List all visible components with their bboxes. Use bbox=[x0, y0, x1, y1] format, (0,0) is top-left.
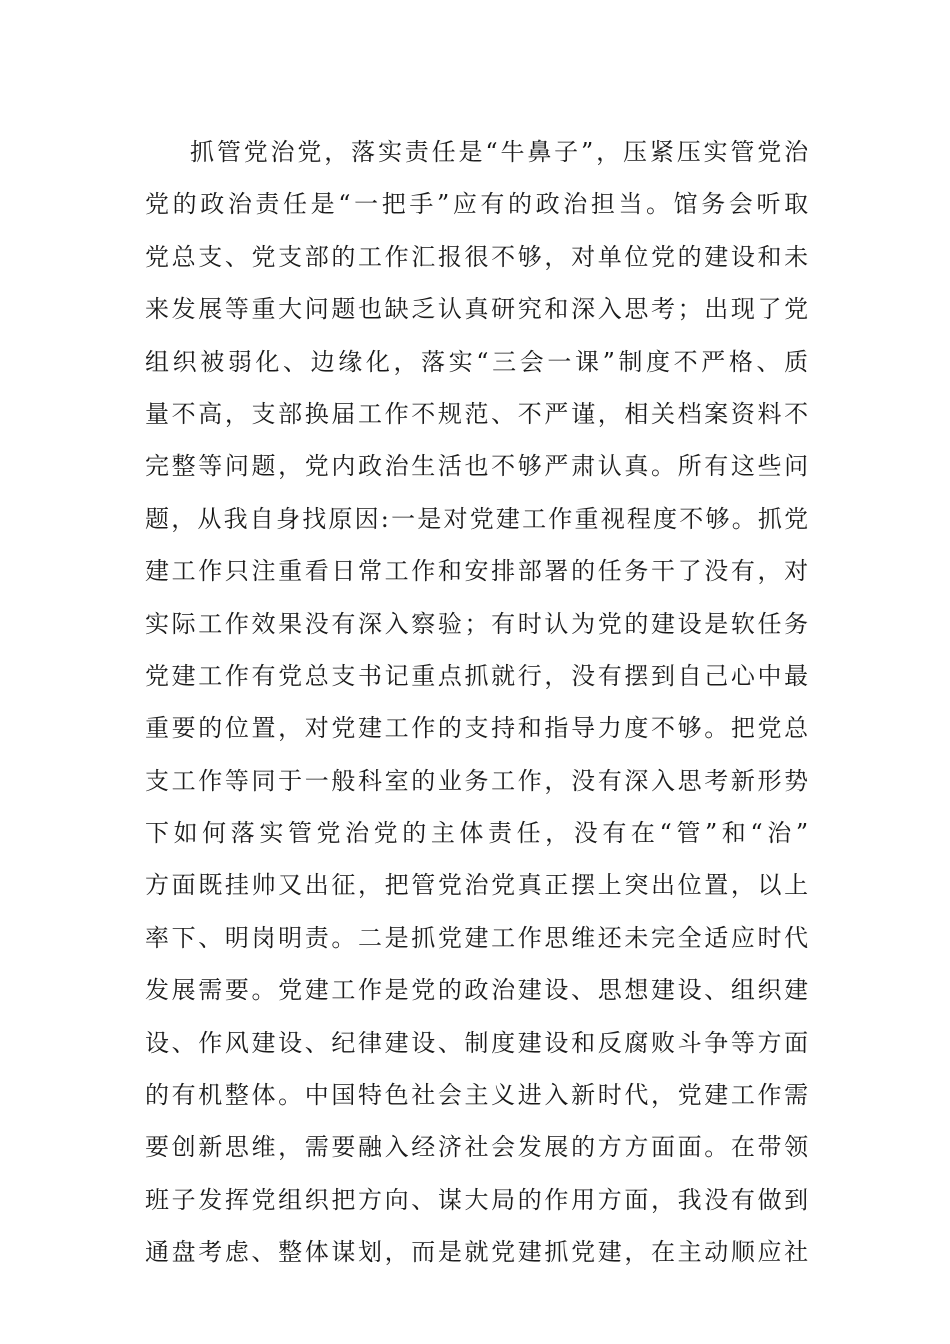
text-line: 设、作风建设、纪律建设、制度建设和反腐败斗争等方面 bbox=[145, 1028, 809, 1057]
text-line: 完整等问题，党内政治生活也不够严肃认真。所有这些问 bbox=[145, 452, 809, 481]
text-line: 来发展等重大问题也缺乏认真研究和深入思考；出现了党 bbox=[145, 295, 809, 324]
text-line: 抓管党治党，落实责任是“牛鼻子”，压紧压实管党治 bbox=[190, 138, 809, 166]
text-line: 建工作只注重看日常工作和安排部署的任务干了没有，对 bbox=[145, 557, 809, 586]
text-line: 题，从我自身找原因:一是对党建工作重视程度不够。抓党 bbox=[145, 504, 809, 533]
text-line: 量不高，支部换届工作不规范、不严谨，相关档案资料不 bbox=[145, 399, 809, 428]
text-line: 实际工作效果没有深入察验；有时认为党的建设是软任务 bbox=[145, 609, 809, 638]
text-line: 支工作等同于一般科室的业务工作，没有深入思考新形势 bbox=[145, 766, 809, 795]
text-line: 党的政治责任是“一把手”应有的政治担当。馆务会听取 bbox=[145, 190, 809, 219]
text-line: 组织被弱化、边缘化，落实“三会一课”制度不严格、质 bbox=[145, 347, 809, 376]
body-paragraph bbox=[145, 126, 809, 1279]
text-line: 通盘考虑、整体谋划，而是就党建抓党建，在主动顺应社 bbox=[145, 1238, 809, 1267]
text-line: 率下、明岗明责。二是抓党建工作思维还未完全适应时代 bbox=[145, 923, 809, 952]
text-line: 党总支、党支部的工作汇报很不够，对单位党的建设和未 bbox=[145, 242, 809, 271]
text-line: 下如何落实管党治党的主体责任，没有在“管”和“治” bbox=[145, 819, 809, 848]
text-line: 党建工作有党总支书记重点抓就行，没有摆到自己心中最 bbox=[145, 661, 809, 690]
text-line: 发展需要。党建工作是党的政治建设、思想建设、组织建 bbox=[145, 976, 809, 1005]
text-line: 的有机整体。中国特色社会主义进入新时代，党建工作需 bbox=[145, 1081, 809, 1110]
text-line: 方面既挂帅又出征，把管党治党真正摆上突出位置，以上 bbox=[145, 871, 809, 900]
text-line: 重要的位置，对党建工作的支持和指导力度不够。把党总 bbox=[145, 714, 809, 743]
text-line: 要创新思维，需要融入经济社会发展的方方面面。在带领 bbox=[145, 1133, 809, 1162]
text-line: 班子发挥党组织把方向、谋大局的作用方面，我没有做到 bbox=[145, 1185, 809, 1214]
